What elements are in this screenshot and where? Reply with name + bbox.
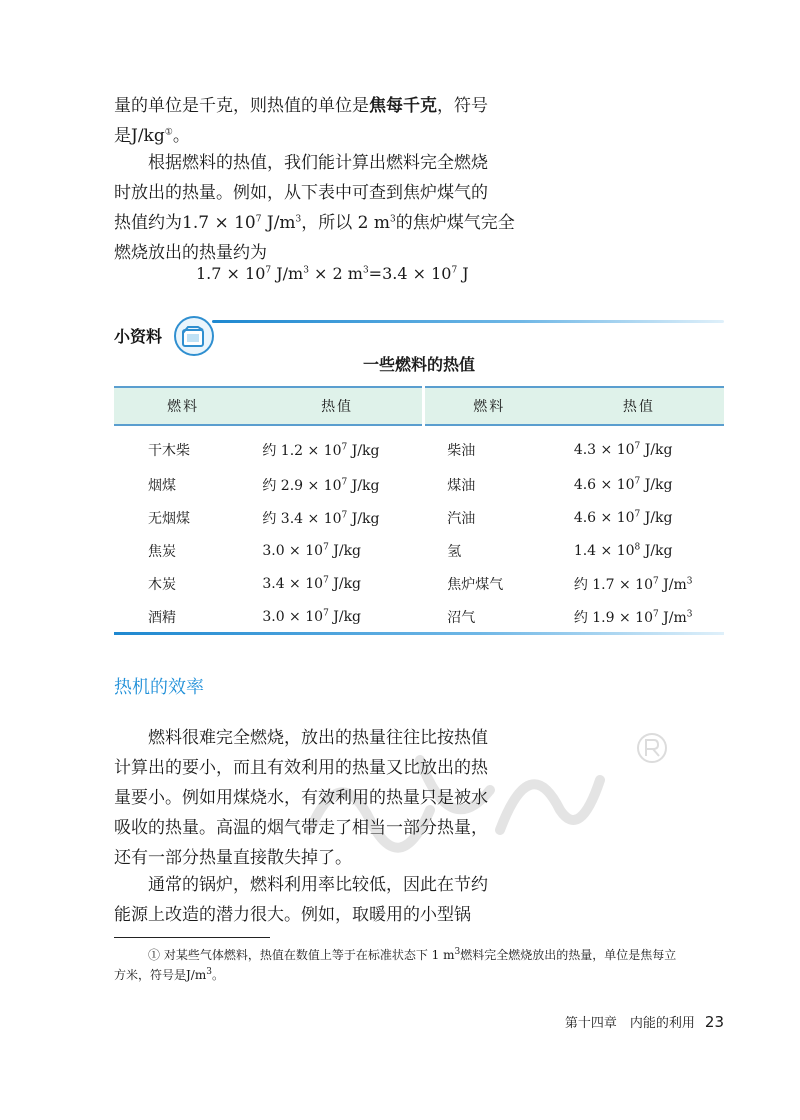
- cell-text: 4.6 × 10: [573, 509, 635, 526]
- exponent: 7: [341, 442, 348, 453]
- text: × 2 m: [308, 264, 363, 283]
- fuel-name-cell: [423, 501, 554, 534]
- text: 。: [211, 968, 224, 982]
- footnote-rule: [114, 937, 270, 938]
- intro-line-1: [114, 91, 524, 121]
- exponent: 3: [206, 967, 212, 977]
- text: ，所以 2 m: [301, 213, 391, 233]
- table-row: [114, 501, 724, 534]
- cell-text: 4.6 × 10: [573, 476, 635, 493]
- text: 1.7 × 10: [196, 264, 266, 283]
- table-row: [114, 425, 724, 468]
- table-title: 一些燃料的热值: [362, 355, 475, 374]
- text: J/m: [261, 213, 296, 233]
- text: 的焦炉煤气完全: [395, 213, 515, 233]
- heat-value-cell: [554, 534, 724, 567]
- text: J/m: [271, 264, 304, 283]
- footnote-line-1: [114, 945, 724, 965]
- efficiency-line: 燃料很难完全燃烧，放出的热量往往比按热值: [148, 728, 488, 748]
- calc-line-4: 燃烧放出的热量约为: [114, 243, 267, 263]
- table-row: [114, 567, 724, 600]
- calc-line-3: [114, 208, 524, 238]
- cell-text: J/kg: [640, 542, 673, 559]
- cell-text: J/kg: [328, 608, 362, 625]
- fuel-name-cell: [114, 501, 252, 534]
- cell-text: J/kg: [328, 575, 362, 592]
- table-header-row: [114, 387, 724, 425]
- text: ① 对某些气体燃料，热值在数值上等于在标准状态下 1 m: [148, 948, 455, 962]
- cell-text: 酒精: [148, 609, 176, 626]
- fuel-name-cell: [423, 534, 554, 567]
- heat-value-cell: [252, 425, 423, 468]
- cell-text: 3.4 × 10: [262, 575, 324, 592]
- cell-text: J/kg: [640, 509, 673, 526]
- text: 方米，符号是J/m: [114, 968, 207, 982]
- exponent: 3: [686, 608, 693, 619]
- boiler-paragraph: [114, 870, 524, 930]
- heat-value-cell: [252, 600, 423, 633]
- heat-value-cell: [252, 534, 423, 567]
- cell-text: J/kg: [347, 477, 380, 494]
- intro-line-2: [114, 121, 524, 151]
- cell-text: 约 1.9 × 10: [573, 609, 653, 626]
- exponent: 7: [634, 475, 641, 486]
- exponent: 8: [634, 541, 641, 552]
- chapter-title: 第十四章 内能的利用: [564, 1016, 695, 1031]
- efficiency-line: 量要小。例如用煤烧水，有效利用的热量只是被水: [114, 788, 488, 808]
- column-header: 燃料: [423, 387, 554, 425]
- heat-value-cell: [554, 501, 724, 534]
- cell-text: 约 2.9 × 10: [262, 477, 342, 494]
- info-box-title: 小资料: [114, 327, 163, 346]
- cell-text: 木炭: [148, 576, 176, 593]
- exponent: 7: [323, 574, 329, 585]
- cell-text: 沼气: [447, 609, 476, 626]
- info-box-header: [114, 316, 724, 356]
- intro-paragraph: [114, 91, 524, 151]
- fuel-name-cell: [114, 425, 252, 468]
- exponent: 7: [451, 265, 458, 276]
- cell-text: 焦炉煤气: [447, 576, 504, 593]
- boiler-line: 能源上改造的潜力很大。例如，取暖用的小型锅: [114, 905, 471, 925]
- exponent: 7: [634, 441, 641, 452]
- boiler-line: 通常的锅炉，燃料利用率比较低，因此在节约: [148, 875, 488, 895]
- cell-text: 3.0 × 10: [262, 542, 324, 559]
- intro-text: ，符号: [437, 96, 488, 116]
- cell-text: 约 3.4 × 10: [262, 510, 342, 527]
- fuel-name-cell: [114, 600, 252, 633]
- exponent: 3: [686, 575, 693, 586]
- cell-text: J/m: [658, 609, 687, 626]
- heat-formula: [196, 261, 469, 287]
- exponent: 7: [652, 608, 659, 619]
- fuel-name-cell: [423, 468, 554, 501]
- unit-symbol: 是J/kg: [114, 126, 165, 146]
- heat-value-cell: [554, 567, 724, 600]
- intro-text: 。: [172, 126, 190, 146]
- exponent: 7: [634, 508, 641, 519]
- unit-name-bold: 焦每千克: [369, 96, 437, 116]
- calc-paragraph: [114, 148, 524, 268]
- footnote-line-2: [114, 965, 724, 985]
- cell-text: 3.0 × 10: [262, 608, 324, 625]
- heat-value-cell: [554, 600, 724, 633]
- page-footer: [565, 1012, 724, 1031]
- exponent: 7: [341, 509, 348, 520]
- cell-text: J/kg: [347, 510, 380, 527]
- efficiency-line: 还有一部分热量直接散失掉了。: [114, 848, 352, 868]
- fuel-name-cell: [114, 534, 252, 567]
- efficiency-line: 吸收的热量。高温的烟气带走了相当一部分热量，: [114, 818, 488, 838]
- table-row: [114, 534, 724, 567]
- text: 热值约为1.7 × 10: [114, 213, 256, 233]
- cell-text: 4.3 × 10: [573, 442, 635, 458]
- exponent: 3: [362, 265, 369, 276]
- heat-value-cell: [252, 468, 423, 501]
- folder-icon: [174, 316, 214, 356]
- exponent: 7: [652, 575, 659, 586]
- footnote-ref: ①: [164, 127, 173, 138]
- cell-text: J/m: [658, 576, 687, 593]
- page-number: 23: [704, 1013, 724, 1031]
- cell-text: 氢: [447, 543, 462, 560]
- fuel-name-cell: [423, 425, 554, 468]
- exponent: 7: [323, 607, 329, 618]
- table-row: [114, 600, 724, 633]
- efficiency-line: 计算出的要小，而且有效利用的热量又比放出的热: [114, 758, 488, 778]
- fuel-name-cell: [423, 600, 554, 633]
- cell-text: 烟煤: [148, 477, 176, 494]
- exponent: 3: [390, 214, 396, 225]
- cell-text: 约 1.7 × 10: [573, 576, 653, 593]
- table-row: [114, 468, 724, 501]
- cell-text: J/kg: [328, 542, 362, 559]
- heat-value-cell: [252, 501, 423, 534]
- info-box-rule: [212, 320, 724, 323]
- cell-text: 柴油: [447, 443, 476, 459]
- exponent: 3: [303, 265, 309, 276]
- footnote: [114, 945, 724, 985]
- fuel-name-cell: [114, 567, 252, 600]
- fuel-name-cell: [114, 468, 252, 501]
- cell-text: 无烟煤: [148, 510, 190, 527]
- heat-value-cell: [554, 425, 724, 468]
- cell-text: 煤油: [447, 477, 476, 494]
- text: 燃料完全燃烧放出的热量，单位是焦每立: [460, 948, 677, 962]
- cell-text: 1.4 × 10: [573, 542, 635, 559]
- column-header: 热值: [554, 387, 724, 425]
- exponent: 7: [323, 541, 329, 552]
- cell-text: 约 1.2 × 10: [262, 443, 342, 459]
- text: J: [457, 264, 469, 283]
- cell-text: 焦炭: [148, 543, 176, 560]
- cell-text: 汽油: [447, 510, 476, 527]
- column-header: 热值: [252, 387, 423, 425]
- calc-line-2: 时放出的热量。例如，从下表中可查到焦炉煤气的: [114, 183, 488, 203]
- efficiency-paragraph: [114, 723, 524, 873]
- intro-text: 量的单位是千克，则热值的单位是: [114, 96, 369, 116]
- section-heading: 热机的效率: [114, 677, 204, 698]
- info-box-bottom-rule: [114, 632, 724, 635]
- exponent: 3: [295, 214, 302, 225]
- cell-text: J/kg: [347, 443, 380, 459]
- exponent: 7: [265, 265, 272, 276]
- fuel-heat-value-table: [114, 386, 724, 633]
- cell-text: 干木柴: [148, 443, 190, 459]
- exponent: 3: [454, 947, 461, 957]
- cell-text: J/kg: [640, 476, 673, 493]
- cell-text: J/kg: [640, 442, 673, 458]
- heat-value-cell: [252, 567, 423, 600]
- heat-value-cell: [554, 468, 724, 501]
- calc-line-1: 根据燃料的热值，我们能计算出燃料完全燃烧: [148, 153, 488, 173]
- column-header: 燃料: [114, 387, 252, 425]
- fuel-name-cell: [423, 567, 554, 600]
- exponent: 7: [341, 476, 348, 487]
- text: =3.4 × 10: [368, 264, 452, 283]
- exponent: 7: [255, 214, 262, 225]
